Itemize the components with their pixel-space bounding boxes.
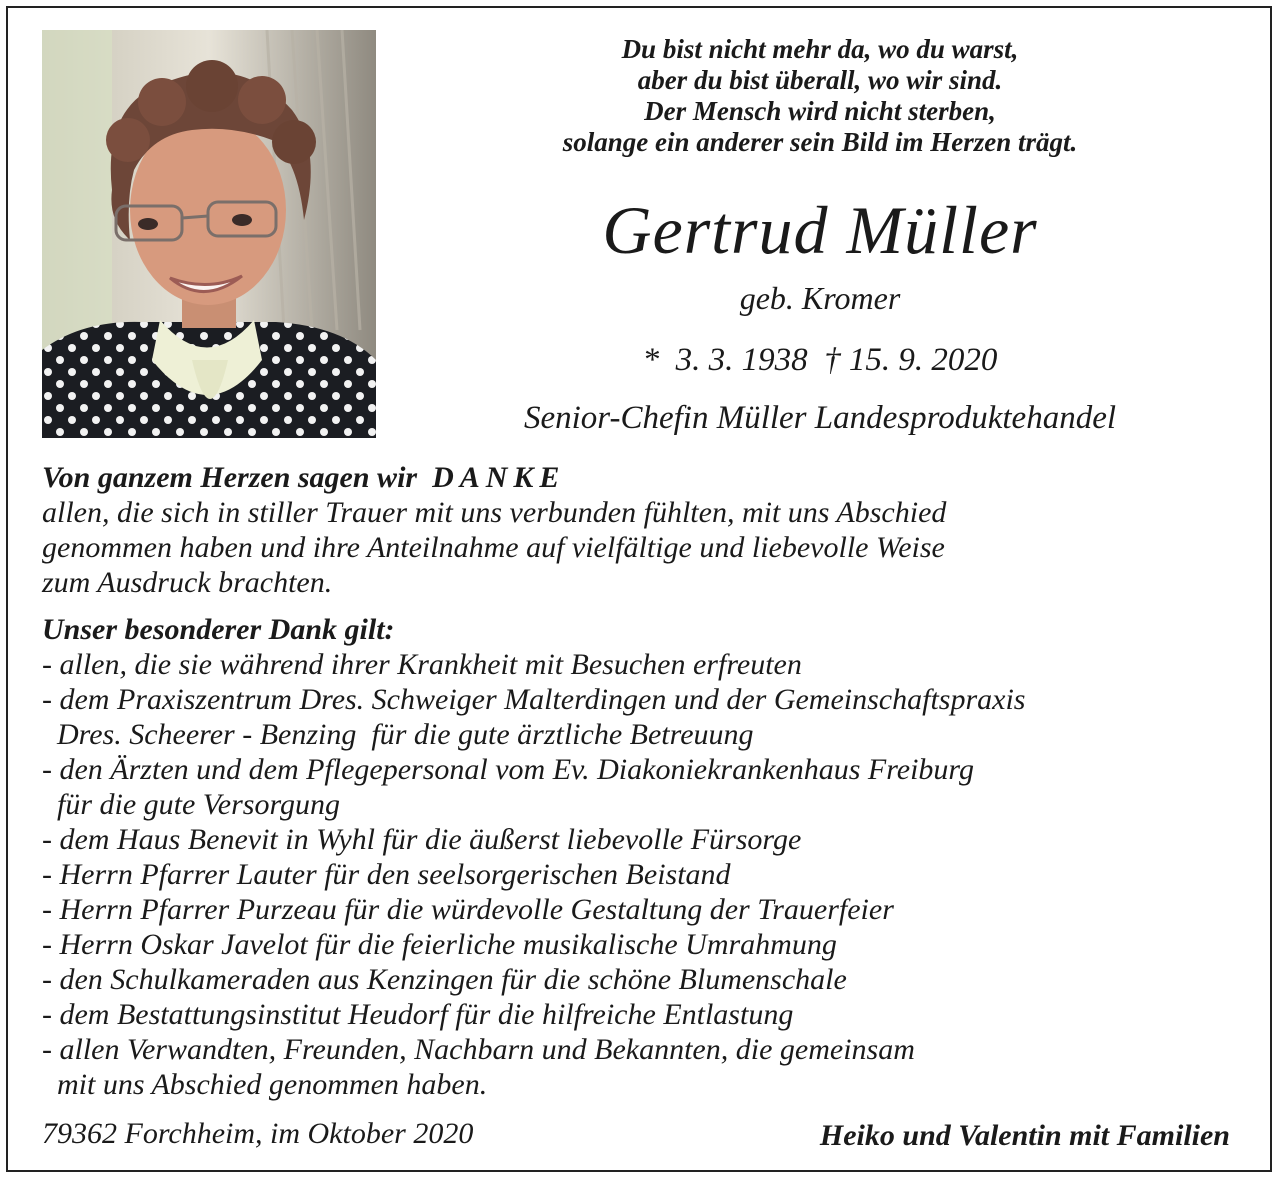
thanks-text [42,460,1262,1102]
quote-line: aber du bist überall, wo wir sind. [637,65,1003,95]
quote-line: Du bist nicht mehr da, wo du warst, [621,34,1019,64]
birth-name: geb. Kromer [739,280,901,316]
thanks-list-item: - dem Praxiszentrum Dres. Schweiger Malterdingen und der Gemeinschaftspraxis [42,683,1026,716]
thanks-list-item: - allen, die sie während ihrer Krankheit mit Besuchen erfreuten [42,648,802,681]
life-dates: * 3. 3. 1938 † 15. 9. 2020 [642,342,998,378]
thanks-list-item: - den Ärzten und dem Pflegepersonal vom Ev. Diakoniekrankenhaus Freiburg [42,753,974,786]
deceased-name: Gertrud Müller [602,192,1038,268]
thanks-list-item: - Herrn Oskar Javelot für die feierliche musikalische Umrahmung [42,928,837,961]
place-date: 79362 Forchheim, im Oktober 2020 [42,1117,474,1150]
thanks-list-item: für die gute Versorgung [42,788,341,821]
signature: Heiko und Valentin mit Familien [819,1119,1230,1152]
memorial-quote [410,34,1230,158]
danke-word: DANKE [432,461,566,494]
portrait-illustration [42,30,376,438]
special-thanks-heading: Unser besonderer Dank gilt: [42,613,395,646]
quote-line: solange ein anderer sein Bild im Herzen trägt. [562,127,1078,157]
spacer [42,600,1262,612]
thanks-list-item: - dem Bestattungsinstitut Heudorf für die hilfreiche Entlastung [42,998,794,1031]
thanks-list-item: - den Schulkameraden aus Kenzingen für die schöne Blumenschale [42,963,847,996]
thanks-paragraph-line: allen, die sich in stiller Trauer mit uns verbunden fühlten, mit uns Abschied [42,496,947,529]
thanks-list-item: - Herrn Pfarrer Purzeau für die würdevolle Gestaltung der Trauerfeier [42,893,894,926]
thanks-list-item: - Herrn Pfarrer Lauter für den seelsorgerischen Beistand [42,858,731,891]
thanks-list-item: mit uns Abschied genommen haben. [42,1068,488,1101]
thanks-paragraph-line: genommen haben und ihre Anteilnahme auf vielfältige und liebevolle Weise [42,531,945,564]
deceased-role: Senior-Chefin Müller Landesproduktehandel [523,400,1117,436]
thanks-heading [42,460,1262,495]
thanks-list-item: Dres. Scheerer - Benzing für die gute ärztliche Betreuung [42,718,754,751]
quote-line: Der Mensch wird nicht sterben, [644,96,996,126]
thanks-list-item: - allen Verwandten, Freunden, Nachbarn und Bekannten, die gemeinsam [42,1033,915,1066]
thanks-list-item: - dem Haus Benevit in Wyhl für die äußerst liebevolle Fürsorge [42,823,802,856]
thanks-paragraph-line: zum Ausdruck brachten. [42,566,333,599]
thanks-heading-prefix: Von ganzem Herzen sagen wir [42,461,425,494]
portrait-photo [42,30,376,438]
